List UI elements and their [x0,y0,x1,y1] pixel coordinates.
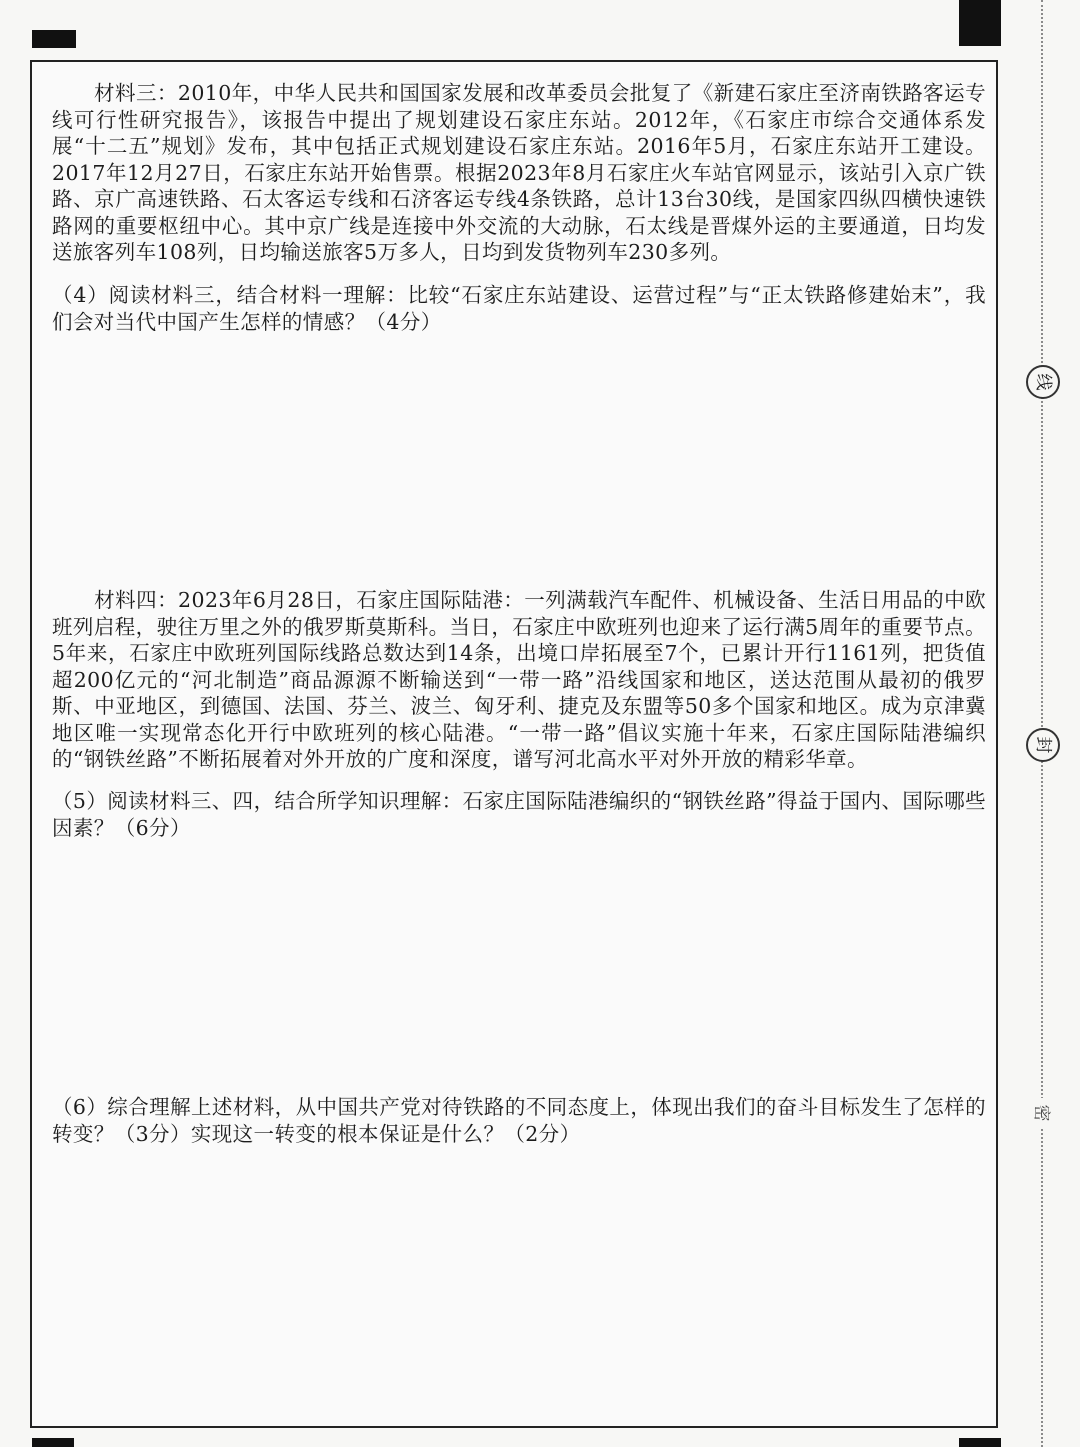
registration-mark-top-left [32,30,76,48]
question-6: （6）综合理解上述材料，从中国共产党对待铁路的不同态度上，体现出我们的奋斗目标发生了怎样的转变？（3分）实现这一转变的根本保证是什么？（2分） [52,1095,986,1146]
material-four-label: 材料四 [94,588,158,612]
material-three [52,80,986,266]
seal-line-mark: 线 [1026,365,1060,399]
registration-mark-bottom-right [959,1438,1001,1447]
question-4: （4）阅读材料三，结合材料一理解：比较“石家庄东站建设、运营过程”与“正太铁路修建始末”，我们会对当代中国产生怎样的情感？（4分） [52,283,986,334]
answer-area-4[interactable] [52,340,986,580]
material-four [52,587,986,773]
binding-dotted-line [1041,0,1043,1447]
seal-seal-mark: 封 [1026,728,1060,762]
answer-area-5[interactable] [52,845,986,1085]
answer-area-6[interactable] [52,1152,986,1412]
material-four-text: ：2023年6月28日，石家庄国际陆港：一列满载汽车配件、机械设备、生活日用品的中欧班列启程，驶往万里之外的俄罗斯莫斯科。当日，石家庄中欧班列也迎来了运行满5周年的重要节点。5年来，石家庄中欧班列国际线路总数达到14条，出境口岸拓展至7个，已累计开行1161列，把货值超200亿元的“河北制造”商品源源不断输送到“一带一路”沿线国家和地区，送达范围从最初的俄罗斯、中亚地区，到德国、法国、芬兰、波兰、匈牙利、捷克及东盟等50多个国家和地区。成为京津冀地区唯一实现常态化开行中欧班列的核心陆港。“一带一路”倡议实施十年来，石家庄国际陆港编织的“钢铁丝路”不断拓展着对外开放的广度和深度，谱写河北高水平对外开放的精彩华章。 [52,588,986,771]
seal-fragment-mark: 密 [1028,1098,1054,1128]
question-5: （5）阅读材料三、四，结合所学知识理解：石家庄国际陆港编织的“钢铁丝路”得益于国内、国际哪些因素？（6分） [52,789,986,840]
material-three-label: 材料三 [94,81,157,105]
registration-mark-top-right [959,0,1001,46]
material-three-text: ：2010年，中华人民共和国国家发展和改革委员会批复了《新建石家庄至济南铁路客运专线可行性研究报告》，该报告中提出了规划建设石家庄东站。2012年，《石家庄市综合交通体系发展“十二五”规划》发布，其中包括正式规划建设石家庄东站。2016年5月，石家庄东站开工建设。2017年12月27日，石家庄东站开始售票。根据2023年8月石家庄火车站官网显示，该站引入京广铁路、京广高速铁路、石太客运专线和石济客运专线4条铁路，总计13台30线，是国家四纵四横快速铁路网的重要枢纽中心。其中京广线是连接中外交流的大动脉，石太线是晋煤外运的主要通道，日均发送旅客列车108列，日均输送旅客5万多人，日均到发货物列车230多列。 [52,81,986,264]
registration-mark-bottom-left [32,1438,74,1447]
